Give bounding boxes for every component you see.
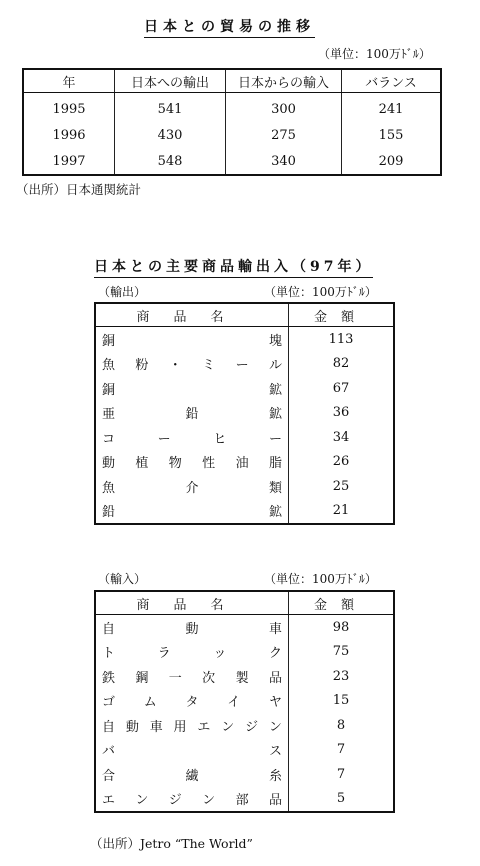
goods-amount: 23: [289, 664, 395, 689]
goods-name: 銅 塊: [102, 333, 282, 349]
goods-row: [95, 376, 394, 401]
goods-name-cell: [95, 664, 289, 689]
goods-amount: 82: [289, 352, 395, 377]
trade-source: （出所）日本通関統計: [16, 182, 142, 197]
goods-row: [95, 499, 394, 525]
goods-amount: 7: [289, 762, 395, 787]
goods-name: ト ラ ッ ク: [102, 646, 282, 662]
goods-name-cell: [95, 713, 289, 738]
goods-name: バ ス: [102, 744, 282, 760]
goods-row: [95, 401, 394, 426]
imports-header-amount: 金額: [289, 591, 395, 615]
exports-header-amount: 金額: [289, 303, 395, 327]
goods-amount: 113: [289, 327, 395, 352]
goods-row: [95, 762, 394, 787]
goods-name-cell: [95, 401, 289, 426]
goods-name: エ ン ジ ン 部 品: [102, 793, 282, 809]
goods-amount: 8: [289, 713, 395, 738]
goods-name: 鉛 鉱: [102, 505, 282, 521]
trade-row: [23, 122, 441, 148]
header-export: 日本への輸出: [115, 69, 226, 93]
export-cell: 430: [115, 122, 226, 148]
balance-cell: 209: [342, 148, 442, 175]
imports-source: （出所）Jetro “The World”: [90, 836, 253, 851]
goods-amount: 25: [289, 474, 395, 499]
year-cell: 1996: [23, 122, 115, 148]
trade-row: [23, 148, 441, 175]
goods-name: 自 動 車: [102, 621, 282, 637]
balance-cell: 155: [342, 122, 442, 148]
exports-unit: （単位：100万ﾄﾞﾙ）: [264, 285, 377, 299]
goods-amount: 15: [289, 689, 395, 714]
goods-amount: 21: [289, 499, 395, 525]
goods-row: [95, 640, 394, 665]
balance-cell: 241: [342, 93, 442, 123]
goods-name-cell: [95, 425, 289, 450]
exports-section-label: （輸出）: [98, 285, 147, 299]
goods-name-cell: [95, 327, 289, 352]
goods-name-cell: [95, 376, 289, 401]
trade-table: [22, 68, 442, 176]
goods-row: [95, 352, 394, 377]
trade-unit: （単位：100万ﾄﾞﾙ）: [318, 47, 431, 61]
goods-name-cell: [95, 787, 289, 813]
goods-amount: 5: [289, 787, 395, 813]
goods-row: [95, 474, 394, 499]
goods-amount: 26: [289, 450, 395, 475]
export-cell: 541: [115, 93, 226, 123]
goods-name: 鉄 鋼 一 次 製 品: [102, 670, 282, 686]
imports-table: [94, 590, 395, 813]
imports-header-row: [95, 591, 394, 615]
goods-row: [95, 425, 394, 450]
goods-name: コ ー ヒ ー: [102, 431, 282, 447]
goods-name-cell: [95, 640, 289, 665]
trade-header-row: [23, 69, 441, 93]
goods-name: 動 植 物 性 油 脂: [102, 456, 282, 472]
goods-name-cell: [95, 738, 289, 763]
goods-name-cell: [95, 499, 289, 525]
goods-name: 魚 介 類: [102, 480, 282, 496]
goods-amount: 75: [289, 640, 395, 665]
major-title: 日本との主要商品輸出入（97年）: [94, 256, 373, 278]
goods-row: [95, 327, 394, 352]
exports-header-name: 商品名: [95, 303, 289, 327]
goods-name: ゴ ム タ イ ヤ: [102, 695, 282, 711]
goods-name: 魚 粉 ・ ミ ー ル: [102, 358, 282, 374]
goods-row: [95, 689, 394, 714]
import-cell: 340: [226, 148, 342, 175]
goods-name-cell: [95, 450, 289, 475]
goods-name-cell: [95, 474, 289, 499]
header-import: 日本からの輸入: [226, 69, 342, 93]
goods-row: [95, 787, 394, 813]
goods-name: 亜 鉛 鉱: [102, 407, 282, 423]
goods-amount: 98: [289, 615, 395, 640]
import-cell: 275: [226, 122, 342, 148]
trade-row: [23, 93, 441, 123]
exports-table: [94, 302, 395, 525]
goods-name: 合 繊 糸: [102, 768, 282, 784]
goods-name-cell: [95, 352, 289, 377]
goods-amount: 36: [289, 401, 395, 426]
exports-header-row: [95, 303, 394, 327]
imports-section-label: （輸入）: [98, 572, 147, 586]
goods-row: [95, 713, 394, 738]
goods-name-cell: [95, 762, 289, 787]
goods-row: [95, 664, 394, 689]
goods-name-cell: [95, 689, 289, 714]
goods-name: 自 動 車 用 エ ン ジ ン: [102, 719, 282, 735]
goods-name: 銅 鉱: [102, 382, 282, 398]
goods-name-cell: [95, 615, 289, 640]
goods-amount: 7: [289, 738, 395, 763]
header-balance: バランス: [342, 69, 442, 93]
export-cell: 548: [115, 148, 226, 175]
goods-row: [95, 738, 394, 763]
imports-unit: （単位：100万ﾄﾞﾙ）: [264, 572, 377, 586]
year-cell: 1995: [23, 93, 115, 123]
trade-title: 日本との貿易の推移: [144, 16, 315, 38]
goods-row: [95, 450, 394, 475]
goods-amount: 67: [289, 376, 395, 401]
goods-row: [95, 615, 394, 640]
goods-amount: 34: [289, 425, 395, 450]
import-cell: 300: [226, 93, 342, 123]
year-cell: 1997: [23, 148, 115, 175]
header-year: 年: [23, 69, 115, 93]
imports-header-name: 商品名: [95, 591, 289, 615]
